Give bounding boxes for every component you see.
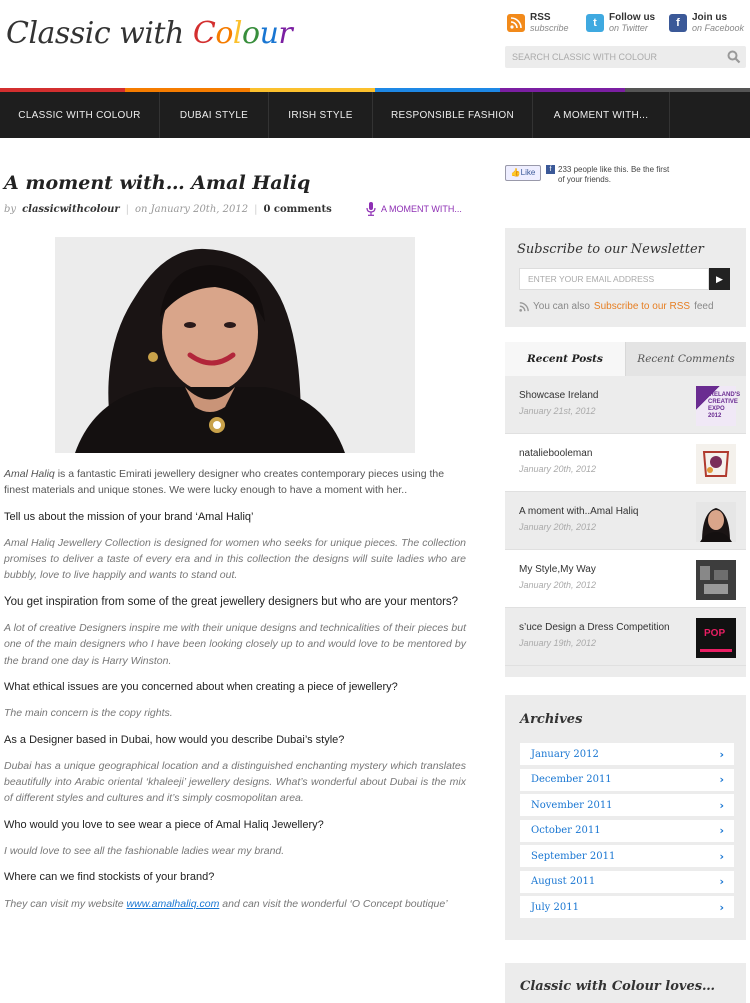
chevron-right-icon: ›: [719, 900, 724, 914]
recent-post-item[interactable]: A moment with..Amal Haliq January 20th, 2012: [505, 492, 746, 550]
archive-item-october-2011[interactable]: October 2011 ›: [520, 820, 734, 842]
archive-item-july-2011[interactable]: July 2011 ›: [520, 896, 734, 918]
post-featured-image: [55, 237, 415, 453]
post-category-link[interactable]: A MOMENT WITH...: [366, 202, 462, 216]
chevron-right-icon: ›: [719, 875, 724, 888]
post-meta: by classicwithcolour | on January 20th, 2012 | 0 comments: [4, 204, 332, 215]
twitter-link[interactable]: t Follow us on Twitter: [586, 12, 655, 34]
post-author-link[interactable]: classicwithcolour: [22, 204, 120, 215]
archive-item-august-2011[interactable]: August 2011 ›: [520, 871, 734, 893]
facebook-like-widget: [505, 165, 676, 185]
post-thumbnail: [696, 560, 736, 600]
facebook-icon: f: [669, 14, 687, 32]
tab-recent-posts[interactable]: Recent Posts: [505, 342, 625, 376]
facebook-link[interactable]: f Join us on Facebook: [669, 12, 744, 34]
question-5: Who would you love to see wear a piece of Amal Haliq Jewellery?: [4, 818, 324, 831]
answer-3: The main concern is the copy rights.: [4, 707, 173, 720]
website-link[interactable]: www.amalhaliq.com: [126, 897, 220, 910]
chevron-right-icon: ›: [719, 773, 724, 786]
archive-item-january-2012[interactable]: January 2012 ›: [520, 743, 734, 765]
rss-icon: [507, 14, 525, 32]
post-thumbnail: IRELAND'S CREATIVE EXPO 2012: [696, 386, 736, 426]
rss-subscribe-link[interactable]: Subscribe to our RSS: [593, 301, 691, 312]
answer-6: They can visit my website www.amalhaliq.com and can visit the wonderful ‘O Concept boutique’: [4, 897, 448, 910]
post-date: on January 20th, 2012: [135, 204, 249, 215]
archives-box: [505, 695, 746, 940]
microphone-icon: [366, 202, 376, 216]
recent-post-item[interactable]: My Style,My Way January 20th, 2012: [505, 550, 746, 608]
site-logo[interactable]: Classic with Colour: [6, 16, 293, 51]
loves-title: Classic with Colour loves…: [520, 979, 716, 994]
nav-item-responsible-fashion[interactable]: RESPONSIBLE FASHION: [373, 92, 533, 138]
answer-5: I would love to see all the fashionable ladies wear my brand.: [4, 845, 285, 858]
question-2: You get inspiration from some of the great jewellery designers but who are your mentors?: [4, 595, 459, 608]
newsletter-title: Subscribe to our Newsletter: [517, 242, 704, 257]
newsletter-email-input[interactable]: ENTER YOUR EMAIL ADDRESS: [519, 268, 709, 290]
answer-2: A lot of creative Designers inspire me with their unique designs and technicalities of their pieces but one of the main designers who I have been looking closely up to and would love to be mentored by the brand one day is Harry Winston.: [4, 622, 466, 667]
answer-1: Amal Haliq Jewellery Collection is designed for women who seeks for unique pieces. The collection promises to deliver a taste of every era and in this collection the designs will suite ladies who are bubbly, love to live happily and wants to stand out.: [4, 536, 466, 582]
site-header: [0, 0, 750, 88]
nav-item-classic-with-colour[interactable]: CLASSIC WITH COLOUR: [0, 92, 160, 138]
recent-post-item[interactable]: nataliebooleman January 20th, 2012: [505, 434, 746, 492]
nav-item-dubai-style[interactable]: DUBAI STYLE: [160, 92, 269, 138]
question-1: Tell us about the mission of your brand ‘Amal Haliq’: [4, 510, 254, 523]
loves-box: [505, 963, 746, 1003]
intro-name: Amal Haliq: [4, 468, 55, 480]
chevron-right-icon: ›: [719, 824, 724, 837]
recent-post-item[interactable]: Showcase Ireland January 21st, 2012 IRELAND'S CREATIVE EXPO 2012: [505, 376, 746, 434]
chevron-right-icon: ›: [719, 798, 724, 812]
post-thumbnail: [696, 444, 736, 484]
rss-subscribe-line: You can also Subscribe to our RSS feed: [519, 301, 714, 312]
search-box: [505, 46, 746, 68]
post-title: A moment with… Amal Haliq: [4, 172, 311, 194]
logo-prefix: Classic with: [6, 16, 193, 51]
question-6: Where can we find stockists of your brand?: [4, 871, 215, 884]
search-icon[interactable]: [727, 50, 741, 64]
tab-recent-comments[interactable]: Recent Comments: [625, 342, 746, 376]
question-4: As a Designer based in Dubai, how would you describe Dubai’s style?: [4, 733, 345, 746]
post-thumbnail: POP: [696, 618, 736, 658]
nav-item-a-moment-with[interactable]: A MOMENT WITH...: [533, 92, 670, 138]
question-3: What ethical issues are you concerned about when creating a piece of jewellery?: [4, 680, 398, 693]
post-body: [4, 466, 466, 922]
like-button[interactable]: 👍 Like: [505, 165, 541, 181]
newsletter-box: [505, 228, 746, 327]
archive-item-december-2011[interactable]: December 2011 ›: [520, 769, 734, 791]
archive-item-november-2011[interactable]: November 2011 ›: [520, 794, 734, 816]
recent-posts-box: [505, 342, 746, 677]
intro-text: is a fantastic Emirati jewellery designer who creates contemporary pieces using the finest materials and unique stones. We were lucky enough to have a moment with her..: [4, 468, 445, 497]
archive-item-september-2011[interactable]: September 2011 ›: [520, 845, 734, 867]
like-count-text: 233 people like this. Be the first of your friends.: [558, 165, 670, 184]
main-nav: [0, 88, 750, 138]
nav-item-irish-style[interactable]: IRISH STYLE: [269, 92, 373, 138]
chevron-right-icon: ›: [719, 747, 724, 761]
post-thumbnail: [696, 502, 736, 542]
answer-4: Dubai has a unique geographical location and a distinguished enchanting mystery which translates beautifully into Arabic oriental ‘khaleeji’ jewellery designs. What’s wonderful about Dubai is the mix of different styles and cultures and it’s simply cosmopolitan area.: [4, 759, 466, 805]
post-comments-link[interactable]: 0 comments: [263, 204, 332, 215]
twitter-icon: t: [586, 14, 604, 32]
rss-small-icon: [519, 302, 529, 312]
rss-link[interactable]: RSS subscribe: [507, 12, 569, 34]
archives-title: Archives: [520, 712, 583, 727]
newsletter-submit-button[interactable]: ▶: [709, 268, 730, 290]
search-input[interactable]: [505, 46, 715, 68]
chevron-right-icon: ›: [719, 849, 724, 863]
recent-post-item[interactable]: s’uce Design a Dress Competition January 19th, 2012 POP: [505, 608, 746, 666]
facebook-small-icon: f: [546, 165, 555, 174]
